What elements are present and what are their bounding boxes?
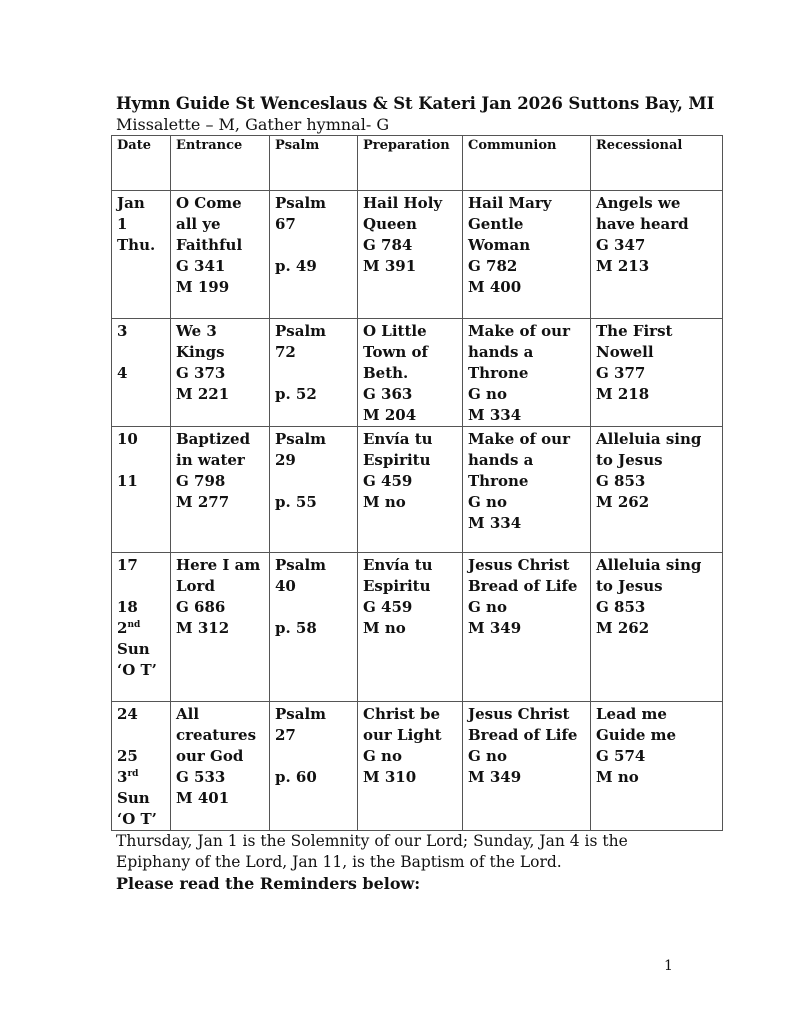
entrance-line: all ye: [176, 215, 221, 233]
entrance-line: M 312: [176, 619, 230, 637]
entrance-line: M 277: [176, 493, 230, 511]
date-cell: [112, 427, 171, 553]
table-row: [112, 191, 723, 319]
psalm-line: [275, 746, 352, 767]
preparation-line: M no: [363, 619, 406, 637]
date-line: Thu.: [117, 236, 156, 254]
entrance-line: Kings: [176, 343, 225, 361]
recessional-line: M no: [596, 768, 639, 786]
date-line: 18: [117, 598, 138, 616]
communion-line: Throne: [468, 364, 529, 382]
preparation-line: Town of: [363, 343, 428, 361]
preparation-cell: [358, 191, 463, 319]
date-cell: [112, 553, 171, 702]
recessional-line: M 213: [596, 257, 650, 275]
recessional-cell: [591, 553, 723, 702]
recessional-line: Guide me: [596, 726, 677, 744]
communion-line: Make of our: [468, 322, 570, 340]
communion-line: Throne: [468, 472, 529, 490]
recessional-line: Angels we: [596, 194, 681, 212]
date-line: 1: [117, 215, 128, 233]
communion-line: M 400: [468, 278, 522, 296]
psalm-cell: [270, 702, 358, 831]
recessional-line: G 853: [596, 598, 646, 616]
recessional-line: M 262: [596, 493, 650, 511]
date-line: 10: [117, 430, 138, 448]
date-cell: [112, 702, 171, 831]
preparation-line: Queen: [363, 215, 417, 233]
recessional-cell: [591, 702, 723, 831]
preparation-line: M 310: [363, 768, 417, 786]
preparation-line: G 363: [363, 385, 413, 403]
recessional-line: to Jesus: [596, 577, 663, 595]
date-line: 25: [117, 747, 138, 765]
date-line: 11: [117, 472, 138, 490]
psalm-line: Psalm: [275, 194, 327, 212]
entrance-line: G 341: [176, 257, 226, 275]
date-line: [117, 725, 165, 746]
preparation-line: G 459: [363, 598, 413, 616]
communion-line: G no: [468, 747, 507, 765]
recessional-cell: [591, 319, 723, 427]
date-line: ‘O T’: [117, 661, 157, 679]
hymn-table: [111, 135, 723, 831]
psalm-line: p. 49: [275, 257, 317, 275]
date-line: 3rd: [117, 768, 139, 786]
table-header-row: [112, 136, 723, 191]
psalm-line: p. 52: [275, 385, 317, 403]
communion-line: Woman: [468, 236, 531, 254]
recessional-line: Alleluia sing: [596, 556, 702, 574]
column-header-recessional: Recessional: [591, 136, 723, 191]
preparation-cell: [358, 702, 463, 831]
communion-line: Hail Mary: [468, 194, 552, 212]
page-number: 1: [664, 958, 673, 974]
communion-line: G 782: [468, 257, 518, 275]
preparation-line: Hail Holy: [363, 194, 443, 212]
entrance-line: G 798: [176, 472, 226, 490]
preparation-cell: [358, 427, 463, 553]
entrance-line: M 401: [176, 789, 230, 807]
date-line: 2nd: [117, 619, 141, 637]
column-header-date: Date: [112, 136, 171, 191]
communion-line: Gentle: [468, 215, 524, 233]
column-header-entrance: Entrance: [171, 136, 270, 191]
recessional-line: Nowell: [596, 343, 654, 361]
communion-line: M 349: [468, 619, 522, 637]
date-cell: [112, 319, 171, 427]
recessional-line: Lead me: [596, 705, 667, 723]
entrance-line: Baptized: [176, 430, 251, 448]
communion-cell: [463, 191, 591, 319]
communion-line: M 334: [468, 406, 522, 424]
communion-line: G no: [468, 385, 507, 403]
entrance-line: G 373: [176, 364, 226, 382]
date-line: 17: [117, 556, 138, 574]
preparation-line: Christ be: [363, 705, 441, 723]
psalm-line: 29: [275, 451, 296, 469]
psalm-line: 27: [275, 726, 296, 744]
preparation-line: Envía tu: [363, 556, 433, 574]
communion-line: G no: [468, 598, 507, 616]
recessional-line: M 262: [596, 619, 650, 637]
entrance-cell: [171, 191, 270, 319]
entrance-line: G 533: [176, 768, 226, 786]
psalm-line: Psalm: [275, 705, 327, 723]
communion-line: Make of our: [468, 430, 570, 448]
psalm-line: Psalm: [275, 322, 327, 340]
date-line: Jan: [117, 194, 145, 212]
footnote: Thursday, Jan 1 is the Solemnity of our Lord; Sunday, Jan 4 is the Epiphany of the Lord, Jan 11, is the Baptism of the Lord.: [116, 832, 628, 871]
psalm-line: 40: [275, 577, 296, 595]
preparation-line: M 204: [363, 406, 417, 424]
entrance-cell: [171, 319, 270, 427]
psalm-line: 67: [275, 215, 296, 233]
recessional-line: G 377: [596, 364, 646, 382]
entrance-line: G 686: [176, 598, 226, 616]
communion-line: hands a: [468, 343, 534, 361]
recessional-cell: [591, 191, 723, 319]
preparation-line: M no: [363, 493, 406, 511]
recessional-line: The First: [596, 322, 673, 340]
communion-cell: [463, 553, 591, 702]
psalm-line: Psalm: [275, 556, 327, 574]
psalm-line: p. 55: [275, 493, 317, 511]
psalm-cell: [270, 427, 358, 553]
preparation-line: G no: [363, 747, 402, 765]
psalm-line: [275, 363, 352, 384]
recessional-line: G 574: [596, 747, 646, 765]
entrance-line: All: [176, 705, 200, 723]
entrance-line: in water: [176, 451, 245, 469]
preparation-cell: [358, 319, 463, 427]
communion-line: M 349: [468, 768, 522, 786]
entrance-line: M 221: [176, 385, 230, 403]
preparation-line: G 459: [363, 472, 413, 490]
entrance-cell: [171, 702, 270, 831]
date-line: [117, 450, 165, 471]
entrance-line: creatures: [176, 726, 257, 744]
column-header-preparation: Preparation: [358, 136, 463, 191]
entrance-line: Faithful: [176, 236, 243, 254]
psalm-cell: [270, 319, 358, 427]
preparation-line: O Little: [363, 322, 427, 340]
preparation-line: Beth.: [363, 364, 409, 382]
date-line: Sun: [117, 640, 150, 658]
table-row: [112, 427, 723, 553]
communion-line: hands a: [468, 451, 534, 469]
table-row: [112, 319, 723, 427]
table-row: [112, 553, 723, 702]
psalm-cell: [270, 553, 358, 702]
communion-cell: [463, 319, 591, 427]
psalm-line: p. 60: [275, 768, 317, 786]
entrance-cell: [171, 427, 270, 553]
recessional-line: M 218: [596, 385, 650, 403]
date-cell: [112, 191, 171, 319]
date-line: 4: [117, 364, 128, 382]
communion-cell: [463, 427, 591, 553]
entrance-line: We 3: [176, 322, 217, 340]
entrance-line: O Come: [176, 194, 242, 212]
date-line: [117, 576, 165, 597]
date-line: [117, 342, 165, 363]
communion-line: M 334: [468, 514, 522, 532]
column-header-communion: Communion: [463, 136, 591, 191]
psalm-line: 72: [275, 343, 296, 361]
recessional-line: Alleluia sing: [596, 430, 702, 448]
psalm-line: Psalm: [275, 430, 327, 448]
preparation-line: Espiritu: [363, 577, 431, 595]
recessional-cell: [591, 427, 723, 553]
preparation-line: Espiritu: [363, 451, 431, 469]
communion-cell: [463, 702, 591, 831]
recessional-line: to Jesus: [596, 451, 663, 469]
preparation-line: G 784: [363, 236, 413, 254]
communion-line: Jesus Christ: [468, 705, 570, 723]
reminder-note: Please read the Reminders below:: [116, 874, 421, 893]
hymnal-key: Missalette – M, Gather hymnal- G: [116, 115, 390, 134]
date-line: 24: [117, 705, 138, 723]
recessional-line: G 853: [596, 472, 646, 490]
date-line: Sun: [117, 789, 150, 807]
preparation-cell: [358, 553, 463, 702]
entrance-line: M 199: [176, 278, 230, 296]
page-title: Hymn Guide St Wenceslaus & St Kateri Jan 2026 Suttons Bay, MI: [116, 94, 715, 113]
psalm-line: [275, 597, 352, 618]
psalm-cell: [270, 191, 358, 319]
recessional-line: have heard: [596, 215, 689, 233]
communion-line: G no: [468, 493, 507, 511]
communion-line: Jesus Christ: [468, 556, 570, 574]
entrance-line: Lord: [176, 577, 215, 595]
communion-line: Bread of Life: [468, 577, 578, 595]
table-row: [112, 702, 723, 831]
preparation-line: our Light: [363, 726, 442, 744]
entrance-line: Here I am: [176, 556, 261, 574]
recessional-line: G 347: [596, 236, 646, 254]
entrance-line: our God: [176, 747, 244, 765]
date-line: ‘O T’: [117, 810, 157, 828]
psalm-line: [275, 235, 352, 256]
date-line: 3: [117, 322, 128, 340]
preparation-line: M 391: [363, 257, 417, 275]
column-header-psalm: Psalm: [270, 136, 358, 191]
psalm-line: [275, 471, 352, 492]
psalm-line: p. 58: [275, 619, 317, 637]
communion-line: Bread of Life: [468, 726, 578, 744]
entrance-cell: [171, 553, 270, 702]
preparation-line: Envía tu: [363, 430, 433, 448]
